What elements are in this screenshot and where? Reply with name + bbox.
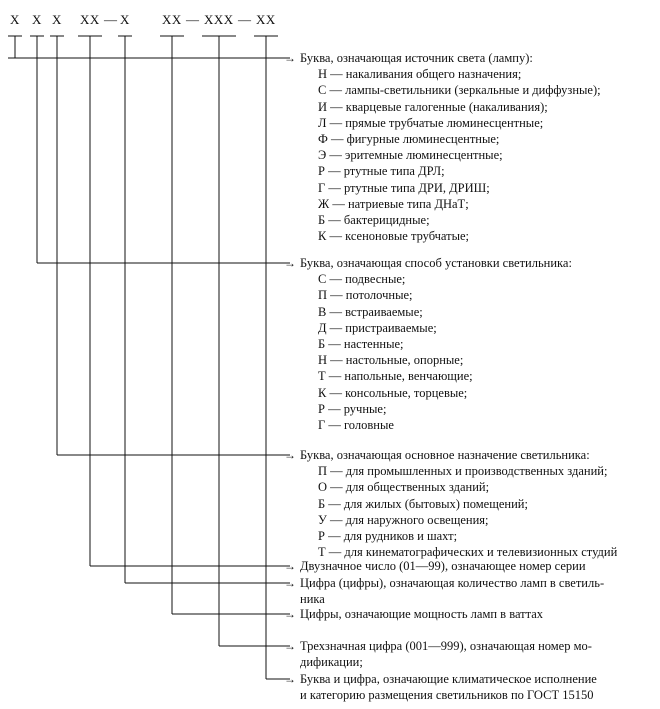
block-title: Буква, означающая основное назначение светильника: <box>300 448 590 462</box>
arrow-icon: → <box>284 448 296 462</box>
block-lamp-count <box>284 575 652 607</box>
list-item: Л — прямые трубчатые люминесцентные; <box>318 115 544 130</box>
list-item: Д — пристраиваемые; <box>318 320 437 335</box>
code-dash-1: — <box>104 12 118 27</box>
block-title: Буква, означающая способ установки светильника: <box>300 256 572 270</box>
block-title: Двузначное число (01—99), означающее номер серии <box>300 559 586 573</box>
list-item: Р — для рудников и шахт; <box>318 529 458 544</box>
arrow-icon: → <box>284 639 296 653</box>
list-item: У — для наружного освещения; <box>318 512 489 527</box>
code-part-1: Х <box>10 12 20 27</box>
block-light-source <box>284 50 652 244</box>
list-item: Г — головные <box>318 418 394 433</box>
code-dash-3: — <box>238 12 252 27</box>
list-item: К — ксеноновые трубчатые; <box>318 229 470 244</box>
arrow-icon: → <box>284 256 296 270</box>
list-item: Н — накаливания общего назначения; <box>318 67 522 82</box>
block-mounting <box>284 255 652 433</box>
list-item: Э — эритемные люминесцентные; <box>318 148 503 163</box>
list-item: С — подвесные; <box>318 272 406 287</box>
code-part-3: Х <box>52 12 62 27</box>
list-item: Б — настенные; <box>318 337 404 352</box>
block-purpose <box>284 447 652 560</box>
block-series <box>284 558 652 574</box>
list-item: П — потолочные; <box>318 288 413 303</box>
list-item: Р — ручные; <box>318 401 387 416</box>
continuation-line: дификации; <box>300 655 363 670</box>
list-item: Б — для жилых (бытовых) помещений; <box>318 496 528 511</box>
list-item: Т — для кинематографических и телевизионных студий <box>318 545 618 560</box>
block-climate <box>284 671 652 703</box>
code-dash-2: — <box>186 12 200 27</box>
block-title: Трехзначная цифра (001—999), означающая номер мо- <box>300 639 592 653</box>
continuation-line: и категорию размещения светильников по ГОСТ 15150 <box>300 688 594 703</box>
code-part-2: Х <box>32 12 42 27</box>
code-part-8: ХХ <box>256 12 276 27</box>
arrow-icon: → <box>284 607 296 621</box>
list-item: Ф — фигурные люминесцентные; <box>318 132 500 147</box>
block-modification <box>284 638 652 670</box>
list-item: Б — бактерицидные; <box>318 213 430 228</box>
list-item: О — для общественных зданий; <box>318 480 490 495</box>
arrow-icon: → <box>284 559 296 573</box>
list-item: В — встраиваемые; <box>318 304 423 319</box>
list-item: К — консольные, торцевые; <box>318 385 468 400</box>
code-part-6: ХХ <box>162 12 182 27</box>
arrow-icon: → <box>284 576 296 590</box>
list-item: Ж — натриевые типа ДНаТ; <box>318 196 469 211</box>
continuation-line: ника <box>300 592 325 607</box>
code-part-7: ХХХ <box>204 12 234 27</box>
list-item: Н — настольные, опорные; <box>318 353 464 368</box>
block-title: Буква, означающая источник света (лампу): <box>300 51 533 65</box>
list-item: Т — напольные, венчающие; <box>318 369 473 384</box>
arrow-icon: → <box>284 51 296 65</box>
list-item: С — лампы-светильники (зеркальные и диффузные); <box>318 83 601 98</box>
arrow-icon: → <box>284 672 296 686</box>
block-title: Цифра (цифры), означающая количество ламп в светиль- <box>300 576 605 590</box>
list-item: И — кварцевые галогенные (накаливания); <box>318 99 548 114</box>
list-item: П — для промышленных и производственных зданий; <box>318 464 608 479</box>
code-part-5: Х <box>120 12 130 27</box>
list-item: Р — ртутные типа ДРЛ; <box>318 164 445 179</box>
code-part-4: ХХ <box>80 12 100 27</box>
block-title: Буква и цифра, означающие климатическое исполнение <box>300 672 597 686</box>
block-lamp-power <box>284 606 652 622</box>
list-item: Г — ртутные типа ДРИ, ДРИШ; <box>318 180 490 195</box>
block-title: Цифры, означающие мощность ламп в ваттах <box>300 607 544 621</box>
